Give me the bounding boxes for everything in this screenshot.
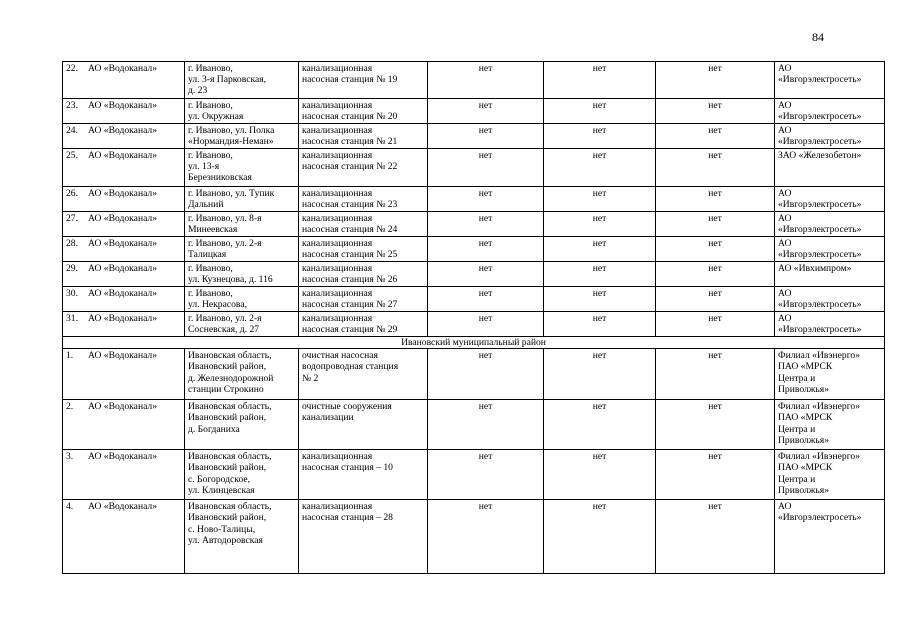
owner-cell-line: «Ивгорэлектросеть» xyxy=(778,111,862,123)
value-cell-c5: нет xyxy=(428,99,544,124)
address-cell-line: «Нормандия-Неман» xyxy=(188,136,274,148)
address-cell xyxy=(185,62,299,99)
value-cell-c6: нет xyxy=(544,149,656,187)
row-number: 3. xyxy=(66,451,74,463)
value-cell-c6: нет xyxy=(544,349,656,400)
table-row xyxy=(63,62,885,99)
owner-cell-line: ПАО «МРСК xyxy=(778,462,833,474)
value-cell-c6: нет xyxy=(544,450,656,500)
org-cell xyxy=(63,212,185,237)
organization-name: АО «Водоканал» xyxy=(88,501,158,513)
org-cell xyxy=(63,400,185,450)
address-cell-line: ул. Окружная xyxy=(188,111,244,123)
object-cell-line: канализационная xyxy=(302,288,373,299)
owner-cell xyxy=(775,212,885,237)
row-number: 31. xyxy=(66,313,78,324)
value-cell-c7: нет xyxy=(656,99,775,124)
value-cell-c6: нет xyxy=(544,187,656,212)
table-row xyxy=(63,312,885,337)
address-cell-line: с. Ново-Талицы, xyxy=(188,523,256,535)
address-cell xyxy=(185,287,299,312)
owner-cell-line: ПАО «МРСК xyxy=(778,412,833,424)
value-cell-c6: нет xyxy=(544,312,656,337)
organization-name: АО «Водоканал» xyxy=(88,451,158,463)
address-cell-line: г. Иваново, ул. 2-я xyxy=(188,238,262,249)
address-cell-line: Ивановский район, xyxy=(188,512,267,524)
owner-cell-line: АО xyxy=(778,288,792,299)
table-row xyxy=(63,349,885,400)
address-cell-line: Ивановская область, xyxy=(188,451,272,463)
row-number: 25. xyxy=(66,150,78,161)
owner-cell xyxy=(775,237,885,262)
object-cell-line: насосная станция № 27 xyxy=(302,299,398,311)
org-cell xyxy=(63,500,185,574)
owner-cell-line: «Ивгорэлектросеть» xyxy=(778,299,862,311)
value-cell-c6: нет xyxy=(544,124,656,149)
address-cell-line: ул. Кузнецова, д. 116 xyxy=(188,274,273,286)
object-cell xyxy=(299,450,428,500)
owner-cell xyxy=(775,349,885,400)
organization-name: АО «Водоканал» xyxy=(88,313,158,324)
table-row xyxy=(63,450,885,500)
address-cell-line: Ивановский район, xyxy=(188,361,267,373)
address-cell xyxy=(185,187,299,212)
owner-cell xyxy=(775,149,885,187)
address-cell-line: Ивановский район, xyxy=(188,462,267,474)
address-cell-line: Ивановская область, xyxy=(188,401,272,413)
value-cell-c5: нет xyxy=(428,262,544,287)
value-cell-c5: нет xyxy=(428,149,544,187)
object-cell-line: канализационная xyxy=(302,188,373,199)
owner-cell xyxy=(775,262,885,287)
owner-cell-line: Центра и xyxy=(778,372,816,384)
owner-cell-line: Филиал «Ивэнерго» xyxy=(778,401,861,413)
address-cell-line: г. Иваново, xyxy=(188,100,233,111)
address-cell-line: ул. 3-я Парковская, xyxy=(188,74,267,86)
organization-name: АО «Водоканал» xyxy=(88,63,158,74)
object-cell-line: насосная станция № 25 xyxy=(302,249,398,261)
owner-cell-line: АО xyxy=(778,501,792,513)
owner-cell-line: «Ивгорэлектросеть» xyxy=(778,249,862,261)
page-number: 84 xyxy=(812,30,824,44)
owner-cell-line: АО xyxy=(778,100,792,111)
organization-name: АО «Водоканал» xyxy=(88,263,158,274)
object-cell xyxy=(299,124,428,149)
value-cell-c5: нет xyxy=(428,212,544,237)
object-cell-line: канализационная xyxy=(302,238,373,249)
address-cell-line: Ивановская область, xyxy=(188,350,272,362)
row-number: 24. xyxy=(66,125,78,136)
object-cell-line: насосная станция № 19 xyxy=(302,74,398,86)
owner-cell-line: АО xyxy=(778,63,792,74)
address-cell-line: ул. Некрасова, xyxy=(188,299,247,311)
address-cell xyxy=(185,237,299,262)
org-cell xyxy=(63,187,185,212)
object-cell-line: насосная станция – 10 xyxy=(302,462,393,474)
object-cell-line: канализационная xyxy=(302,263,373,274)
value-cell-c7: нет xyxy=(656,262,775,287)
owner-cell-line: Приволжья» xyxy=(778,383,829,395)
object-cell-line: насосная станция № 20 xyxy=(302,111,398,123)
value-cell-c5: нет xyxy=(428,349,544,400)
object-cell xyxy=(299,237,428,262)
address-cell xyxy=(185,149,299,187)
value-cell-c7: нет xyxy=(656,500,775,574)
owner-cell-line: АО xyxy=(778,238,792,249)
table-row xyxy=(63,237,885,262)
owner-cell xyxy=(775,287,885,312)
organization-name: АО «Водоканал» xyxy=(88,100,158,111)
organization-name: АО «Водоканал» xyxy=(88,188,158,199)
address-cell xyxy=(185,500,299,574)
value-cell-c7: нет xyxy=(656,400,775,450)
organization-name: АО «Водоканал» xyxy=(88,288,158,299)
address-cell xyxy=(185,400,299,450)
table-row xyxy=(63,287,885,312)
object-cell xyxy=(299,187,428,212)
address-cell xyxy=(185,312,299,337)
value-cell-c7: нет xyxy=(656,312,775,337)
address-cell-line: д. Богданиха xyxy=(188,423,240,435)
table-row xyxy=(63,187,885,212)
object-cell xyxy=(299,212,428,237)
organization-name: АО «Водоканал» xyxy=(88,213,158,224)
owner-cell xyxy=(775,312,885,337)
value-cell-c5: нет xyxy=(428,237,544,262)
table-row xyxy=(63,149,885,187)
owner-cell-line: «Ивгорэлектросеть» xyxy=(778,136,862,148)
address-cell xyxy=(185,124,299,149)
object-cell-line: насосная станция № 24 xyxy=(302,224,398,236)
owner-cell-line: «Ивгорэлектросеть» xyxy=(778,74,862,86)
organization-name: АО «Водоканал» xyxy=(88,150,158,161)
org-cell xyxy=(63,287,185,312)
object-cell-line: № 2 xyxy=(302,372,319,384)
owner-cell xyxy=(775,500,885,574)
address-cell-line: Ивановская область, xyxy=(188,501,272,513)
address-cell-line: г. Иваново, ул. Тупик xyxy=(188,188,275,199)
address-cell-line: д. 23 xyxy=(188,85,208,97)
org-cell xyxy=(63,312,185,337)
value-cell-c6: нет xyxy=(544,237,656,262)
object-cell xyxy=(299,62,428,99)
object-cell-line: насосная станция № 21 xyxy=(302,136,398,148)
object-cell-line: канализационная xyxy=(302,63,373,74)
value-cell-c5: нет xyxy=(428,124,544,149)
org-cell xyxy=(63,262,185,287)
object-cell-line: канализационная xyxy=(302,213,373,224)
row-number: 2. xyxy=(66,401,74,413)
value-cell-c6: нет xyxy=(544,400,656,450)
value-cell-c6: нет xyxy=(544,99,656,124)
address-cell xyxy=(185,212,299,237)
owner-cell-line: «Ивгорэлектросеть» xyxy=(778,512,862,524)
address-cell-line: Талицкая xyxy=(188,249,227,261)
address-cell-line: г. Иваново, xyxy=(188,150,233,161)
owner-cell xyxy=(775,99,885,124)
section-header-row xyxy=(63,337,885,349)
row-number: 23. xyxy=(66,100,78,111)
row-number: 30. xyxy=(66,288,78,299)
object-cell-line: очистная насосная xyxy=(302,350,378,362)
object-cell-line: канализационная xyxy=(302,501,373,513)
object-cell xyxy=(299,99,428,124)
object-cell-line: насосная станция № 23 xyxy=(302,199,398,211)
object-cell-line: канализации xyxy=(302,412,354,424)
organization-name: АО «Водоканал» xyxy=(88,238,158,249)
object-cell xyxy=(299,262,428,287)
value-cell-c7: нет xyxy=(656,212,775,237)
owner-cell-line: «Ивгорэлектросеть» xyxy=(778,199,862,211)
owner-cell-line: ПАО «МРСК xyxy=(778,361,833,373)
address-cell-line: д. Железнодорожной xyxy=(188,372,274,384)
value-cell-c7: нет xyxy=(656,450,775,500)
address-cell-line: г. Иваново, ул. 2-я xyxy=(188,313,262,324)
section-title: Ивановский муниципальный район xyxy=(63,337,885,349)
address-cell-line: г. Иваново, ул. Полка xyxy=(188,125,275,136)
table-row xyxy=(63,500,885,574)
value-cell-c5: нет xyxy=(428,500,544,574)
owner-cell-line: Центра и xyxy=(778,473,816,485)
owner-cell xyxy=(775,400,885,450)
value-cell-c5: нет xyxy=(428,450,544,500)
address-cell-line: г. Иваново, xyxy=(188,263,233,274)
object-cell xyxy=(299,149,428,187)
organization-name: АО «Водоканал» xyxy=(88,125,158,136)
org-cell xyxy=(63,349,185,400)
object-cell xyxy=(299,287,428,312)
table-row xyxy=(63,400,885,450)
address-cell-line: станции Строкино xyxy=(188,383,264,395)
table-row xyxy=(63,124,885,149)
owner-cell-line: ЗАО «Железобетон» xyxy=(778,150,862,161)
address-cell xyxy=(185,450,299,500)
object-cell xyxy=(299,400,428,450)
row-number: 27. xyxy=(66,213,78,224)
table-row xyxy=(63,262,885,287)
value-cell-c7: нет xyxy=(656,124,775,149)
owner-cell-line: Центра и xyxy=(778,423,816,435)
address-cell-line: г. Иваново, xyxy=(188,288,233,299)
address-cell-line: Ивановский район, xyxy=(188,412,267,424)
org-cell xyxy=(63,237,185,262)
facilities-table xyxy=(62,61,885,574)
row-number: 26. xyxy=(66,188,78,199)
owner-cell-line: АО «Ивхимпром» xyxy=(778,263,852,274)
table-row xyxy=(63,99,885,124)
value-cell-c7: нет xyxy=(656,62,775,99)
row-number: 22. xyxy=(66,63,78,74)
object-cell-line: очистные сооружения xyxy=(302,401,392,413)
org-cell xyxy=(63,99,185,124)
organization-name: АО «Водоканал» xyxy=(88,401,158,413)
owner-cell xyxy=(775,62,885,99)
owner-cell-line: АО xyxy=(778,213,792,224)
address-cell-line: Дальний xyxy=(188,199,224,211)
value-cell-c5: нет xyxy=(428,62,544,99)
owner-cell-line: «Ивгорэлектросеть» xyxy=(778,324,862,336)
value-cell-c6: нет xyxy=(544,212,656,237)
object-cell-line: насосная станция – 28 xyxy=(302,512,393,524)
address-cell-line: Березниковская xyxy=(188,172,252,184)
org-cell xyxy=(63,450,185,500)
value-cell-c7: нет xyxy=(656,237,775,262)
value-cell-c6: нет xyxy=(544,287,656,312)
object-cell-line: насосная станция № 29 xyxy=(302,324,398,336)
owner-cell-line: Приволжья» xyxy=(778,434,829,446)
value-cell-c7: нет xyxy=(656,349,775,400)
object-cell-line: канализационная xyxy=(302,451,373,463)
org-cell xyxy=(63,62,185,99)
address-cell-line: ул. 13-я xyxy=(188,161,220,173)
owner-cell-line: «Ивгорэлектросеть» xyxy=(778,224,862,236)
object-cell xyxy=(299,312,428,337)
address-cell-line: ул. Автодоровская xyxy=(188,534,263,546)
row-number: 29. xyxy=(66,263,78,274)
value-cell-c7: нет xyxy=(656,149,775,187)
value-cell-c6: нет xyxy=(544,62,656,99)
organization-name: АО «Водоканал» xyxy=(88,350,158,362)
value-cell-c6: нет xyxy=(544,262,656,287)
object-cell-line: канализационная xyxy=(302,313,373,324)
value-cell-c5: нет xyxy=(428,287,544,312)
value-cell-c6: нет xyxy=(544,500,656,574)
object-cell-line: канализационная xyxy=(302,100,373,111)
object-cell xyxy=(299,349,428,400)
value-cell-c5: нет xyxy=(428,187,544,212)
address-cell-line: с. Богородское, xyxy=(188,473,251,485)
value-cell-c5: нет xyxy=(428,400,544,450)
owner-cell-line: АО xyxy=(778,313,792,324)
address-cell xyxy=(185,349,299,400)
address-cell-line: Сосневская, д. 27 xyxy=(188,324,260,336)
row-number: 1. xyxy=(66,350,74,362)
owner-cell-line: Филиал «Ивэнерго» xyxy=(778,350,861,362)
object-cell-line: насосная станция № 22 xyxy=(302,161,398,173)
object-cell-line: канализационная xyxy=(302,125,373,136)
owner-cell xyxy=(775,450,885,500)
org-cell xyxy=(63,149,185,187)
org-cell xyxy=(63,124,185,149)
address-cell xyxy=(185,262,299,287)
object-cell xyxy=(299,500,428,574)
table-row xyxy=(63,212,885,237)
value-cell-c5: нет xyxy=(428,312,544,337)
object-cell-line: канализационная xyxy=(302,150,373,161)
address-cell-line: ул. Клинцевская xyxy=(188,484,255,496)
row-number: 4. xyxy=(66,501,74,513)
address-cell xyxy=(185,99,299,124)
object-cell-line: насосная станция № 26 xyxy=(302,274,398,286)
address-cell-line: г. Иваново, xyxy=(188,63,233,74)
address-cell-line: г. Иваново, ул. 8-я xyxy=(188,213,262,224)
owner-cell-line: Приволжья» xyxy=(778,484,829,496)
value-cell-c7: нет xyxy=(656,187,775,212)
owner-cell xyxy=(775,187,885,212)
row-number: 28. xyxy=(66,238,78,249)
value-cell-c7: нет xyxy=(656,287,775,312)
owner-cell-line: АО xyxy=(778,188,792,199)
object-cell-line: водопроводная станция xyxy=(302,361,399,373)
owner-cell-line: Филиал «Ивэнерго» xyxy=(778,451,861,463)
owner-cell-line: АО xyxy=(778,125,792,136)
owner-cell xyxy=(775,124,885,149)
address-cell-line: Минеевская xyxy=(188,224,238,236)
